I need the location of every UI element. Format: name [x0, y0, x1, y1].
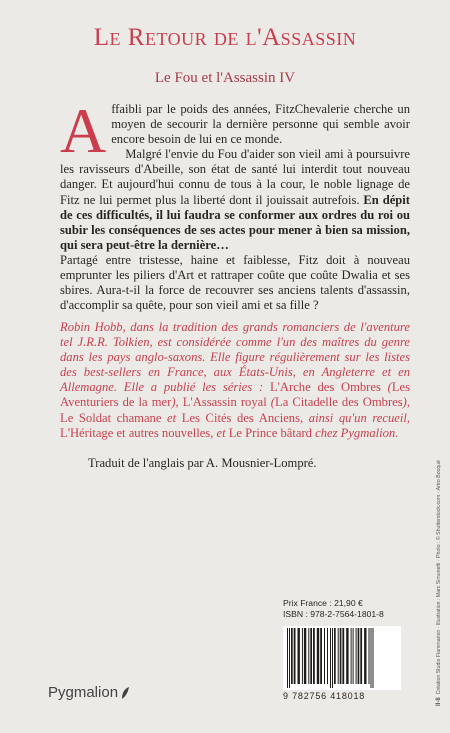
barcode-bar [351, 628, 352, 684]
barcode-bar [313, 628, 315, 684]
book-title [0, 24, 450, 52]
barcode-bar [338, 628, 339, 684]
translator-credit: Traduit de l'anglais par A. Mousnier-Lompré. [88, 456, 317, 470]
barcode-bar [317, 628, 319, 684]
barcode-bar [302, 628, 303, 684]
barcode-bar [332, 628, 333, 688]
barcode-bar [358, 628, 360, 684]
barcode-bar [320, 628, 322, 684]
bio-sep-5a: , et [210, 425, 229, 440]
publisher-name: Pygmalion [48, 684, 119, 701]
barcode-bar [294, 628, 296, 684]
barcode-bar [304, 628, 306, 684]
title-initial: L [93, 24, 110, 51]
barcode-bar [373, 628, 374, 688]
isbn-label: ISBN : 978-2-7564-1801-8 [283, 609, 384, 619]
barcode-bar [371, 628, 372, 688]
barcode-bar [291, 628, 293, 684]
publisher-mention: Pygmalion [340, 425, 396, 440]
cover-credits [436, 326, 442, 706]
blurb-paragraph-1 [60, 95, 410, 166]
barcode-bar [340, 628, 342, 684]
bio-sep-6a: chez [311, 425, 341, 440]
blurb [60, 95, 410, 313]
barcode-bar [353, 628, 354, 684]
barcode-block [283, 598, 408, 701]
bio-end: . [395, 425, 399, 440]
blurb-p3-text: Partagé entre tristesse, haine et faiblesse, Fitz doit à nouveau emprunter les piliers d'Art et rattraper coûte que coûte Dwalia et ses sbires. Aura-t-il la force de recouvrer ses anciens talents d'assassin, d'accomplir sa quête, pour son vieil ami et sa fille ? [60, 252, 410, 313]
barcode-bar [342, 628, 344, 684]
bio-sep-2a: ( [266, 395, 276, 410]
credits-code: II-8 [436, 697, 442, 706]
barcode-bar [360, 628, 362, 684]
credits-text: Création Studio Flammarion · Illustration : Marc Simonetti · Photo : © Shutterstock.com · Artro Bocqué [436, 460, 442, 695]
series-2: L'Assassin royal [182, 395, 267, 410]
series-4: Les Cités des Anciens [181, 410, 301, 425]
blurb-p1-text: ffaibli par le poids des années, FitzChevalerie cherche un moyen de secourir la dernière personne qui semble avoir encore besoin de lui en ce monde. [111, 102, 410, 147]
leaf-icon [120, 686, 130, 700]
barcode-bar [324, 628, 325, 684]
barcode-bar [356, 628, 357, 684]
bio-sep-2c: ), [402, 395, 410, 410]
barcode [283, 626, 401, 690]
price-label: Prix France : 21,90 € [283, 598, 363, 608]
blurb-p2-bold: En dépit de ces difficultés, il lui faudra se conformer aux ordres du roi ou subir les conséquences de ses actes pour mener à bien sa mission, qui sera peut-être la dernière… [60, 192, 410, 252]
barcode-bar [330, 628, 331, 688]
publisher-logo [48, 684, 130, 701]
series-3: Le Soldat chamane [60, 410, 162, 425]
bio-intro: Robin Hobb, dans la tradition des grands romanciers de l'aventure tel J.R.R. Tolkien, est considérée comme l'un des maîtres du genre dans les pays anglo-saxons. Elle figure régulièrement sur les listes des best-sellers en France, aux États-Unis, en Angleterre et en Allemagne. Elle a publié les séries : [60, 320, 410, 395]
book-subtitle: Le Fou et l'Assassin IV [154, 70, 296, 86]
title-rest: e Retour de l'Assassin [109, 24, 357, 51]
barcode-bar [364, 628, 366, 684]
barcode-bar [298, 628, 300, 684]
bio-sep-1a: ( [380, 380, 392, 395]
author-bio [60, 320, 410, 441]
blurb-paragraph-3 [60, 253, 410, 313]
series-5: L'Héritage et autres nouvelles [60, 425, 211, 440]
bio-sep-3a: et [161, 410, 182, 425]
barcode-bar [308, 628, 309, 684]
bio-sep-1c: ), [171, 395, 183, 410]
series-2b: La Citadelle des Ombres [275, 395, 403, 410]
series-1: L'Arche des Ombres [269, 380, 381, 395]
barcode-bar [287, 628, 288, 688]
drop-cap: A [60, 95, 107, 166]
blurb-p2-text: Malgré l'envie du Fou d'aider son vieil ami à poursuivre les ravisseurs d'Abeille, son état de santé lui interdit tout nouveau danger. Et aujourd'hui connu de tous à la cour, le noble lignage de Fitz ne lui permet plus la liberté dont il jouissait autrefois. [60, 147, 410, 207]
series-1b: Les Aventuriers de la mer [60, 380, 411, 410]
blurb-paragraph-2 [60, 147, 410, 253]
barcode-bar [334, 628, 336, 684]
bio-sep-4a: , ainsi qu'un recueil, [300, 410, 411, 425]
barcode-bar [327, 628, 328, 684]
barcode-bar [289, 628, 290, 688]
barcode-bar [346, 628, 348, 684]
ean-number: 9 782756 418018 [283, 691, 366, 701]
series-6: Le Prince bâtard [228, 425, 312, 440]
barcode-bar [369, 628, 370, 684]
barcode-bar [310, 628, 312, 684]
